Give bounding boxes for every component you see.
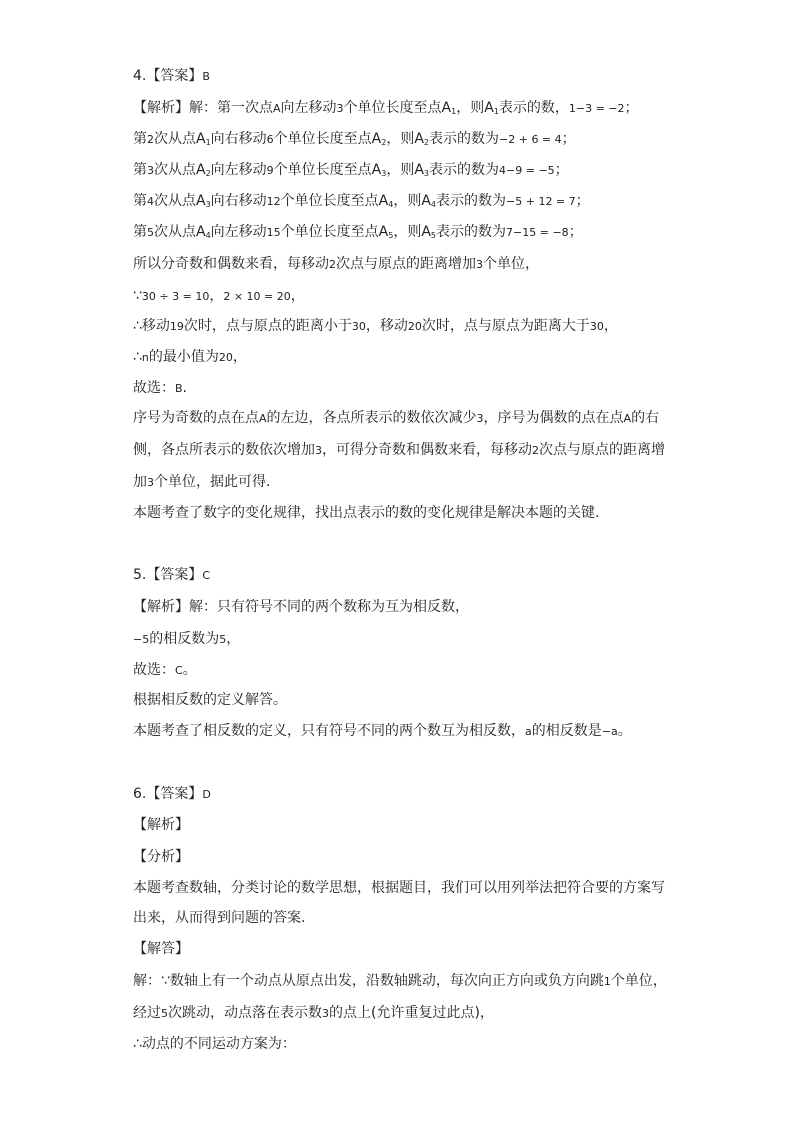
q4-line-2: 第2次从点$A_1$向右移动6个单位长度至点$A_2$，则$A_2$表示的数为−2 + 6 = 4； — [133, 131, 576, 147]
q4-line-14: 本题考查了数字的变化规律，找出点表示的数的变化规律是解决本题的关键. — [133, 505, 600, 521]
q4-answer-line — [133, 66, 210, 87]
answer-value: D — [202, 788, 211, 801]
q6-jieda-tag: 【解答】 — [133, 941, 189, 957]
q4-line-1: 【解析】解：第一次点A向左移动3个单位长度至点$A_1$，则$A_1$表示的数，1−3 = −2； — [133, 100, 639, 116]
answer-tag: 【答案】 — [146, 786, 203, 802]
answer-tag: 【答案】 — [146, 68, 203, 84]
answer-value: C — [202, 569, 211, 582]
q6-line-1: 本题考查数轴，分类讨论的数学思想，根据题目，我们可以用列举法把符合要的方案写 — [133, 880, 665, 896]
q6-line-4: 经过5次跳动，动点落在表示数3的点上(允许重复过此点)， — [133, 1005, 494, 1021]
question-number: 5. — [133, 567, 147, 583]
analysis-tag: 【解析】 — [133, 100, 189, 116]
q6-analysis-tag: 【解析】 — [133, 817, 189, 833]
q4-line-12: 侧，各点所表示的数依次增加3，可得分奇数和偶数来看，每移动2次点与原点的距离增 — [133, 442, 665, 458]
q4-line-13: 加3个单位，据此可得. — [133, 474, 271, 490]
answer-tag: 【答案】 — [146, 567, 203, 583]
q4-line-8: ∴移动19次时，点与原点的距离小于30，移动20次时，点与原点为距离大于30， — [133, 318, 618, 334]
q4-line-11: 序号为奇数的点在点A的左边，各点所表示的数依次减少3，序号为偶数的点在点A的右 — [133, 410, 660, 426]
q4-line-9: ∴n的最小值为20， — [133, 349, 247, 365]
q4-line-10: 故选：B. — [133, 380, 187, 396]
q4-line-6: 所以分奇数和偶数来看，每移动2次点与原点的距离增加3个单位， — [133, 256, 539, 272]
q6-answer-line — [133, 784, 211, 805]
q6-line-2: 出来，从而得到问题的答案. — [133, 910, 306, 926]
q5-line-4: 根据相反数的定义解答。 — [133, 692, 287, 708]
q5-line-2: −5的相反数为5， — [133, 631, 241, 647]
q5-line-1: 【解析】解：只有符号不同的两个数称为互为相反数， — [133, 599, 469, 615]
q5-line-5: 本题考查了相反数的定义，只有符号不同的两个数互为相反数，a的相反数是−a。 — [133, 723, 632, 739]
answer-value: B — [202, 70, 210, 83]
question-number: 4. — [133, 68, 147, 84]
q5-answer-line — [133, 565, 210, 586]
q6-line-3: 解：∵数轴上有一个动点从原点出发，沿数轴跳动，每次向正方向或负方向跳1个单位， — [133, 973, 667, 989]
q4-line-5: 第5次从点$A_4$向左移动15个单位长度至点$A_5$，则$A_5$表示的数为7−15 = −8； — [133, 224, 583, 240]
q4-line-7: ∵30 ÷ 3 = 10，2 × 10 = 20， — [133, 288, 305, 304]
q4-line-4: 第4次从点$A_3$向右移动12个单位长度至点$A_4$，则$A_4$表示的数为−5 + 12 = 7； — [133, 193, 590, 209]
question-number: 6. — [133, 786, 147, 802]
q5-line-3: 故选：C。 — [133, 662, 197, 678]
q6-line-5: ∴动点的不同运动方案为： — [133, 1036, 296, 1052]
q4-line-3: 第3次从点$A_2$向左移动9个单位长度至点$A_3$，则$A_3$表示的数为4−9 = −5； — [133, 162, 569, 178]
analysis-tag: 【解析】 — [133, 599, 189, 615]
q6-fenxi-tag: 【分析】 — [133, 849, 189, 865]
